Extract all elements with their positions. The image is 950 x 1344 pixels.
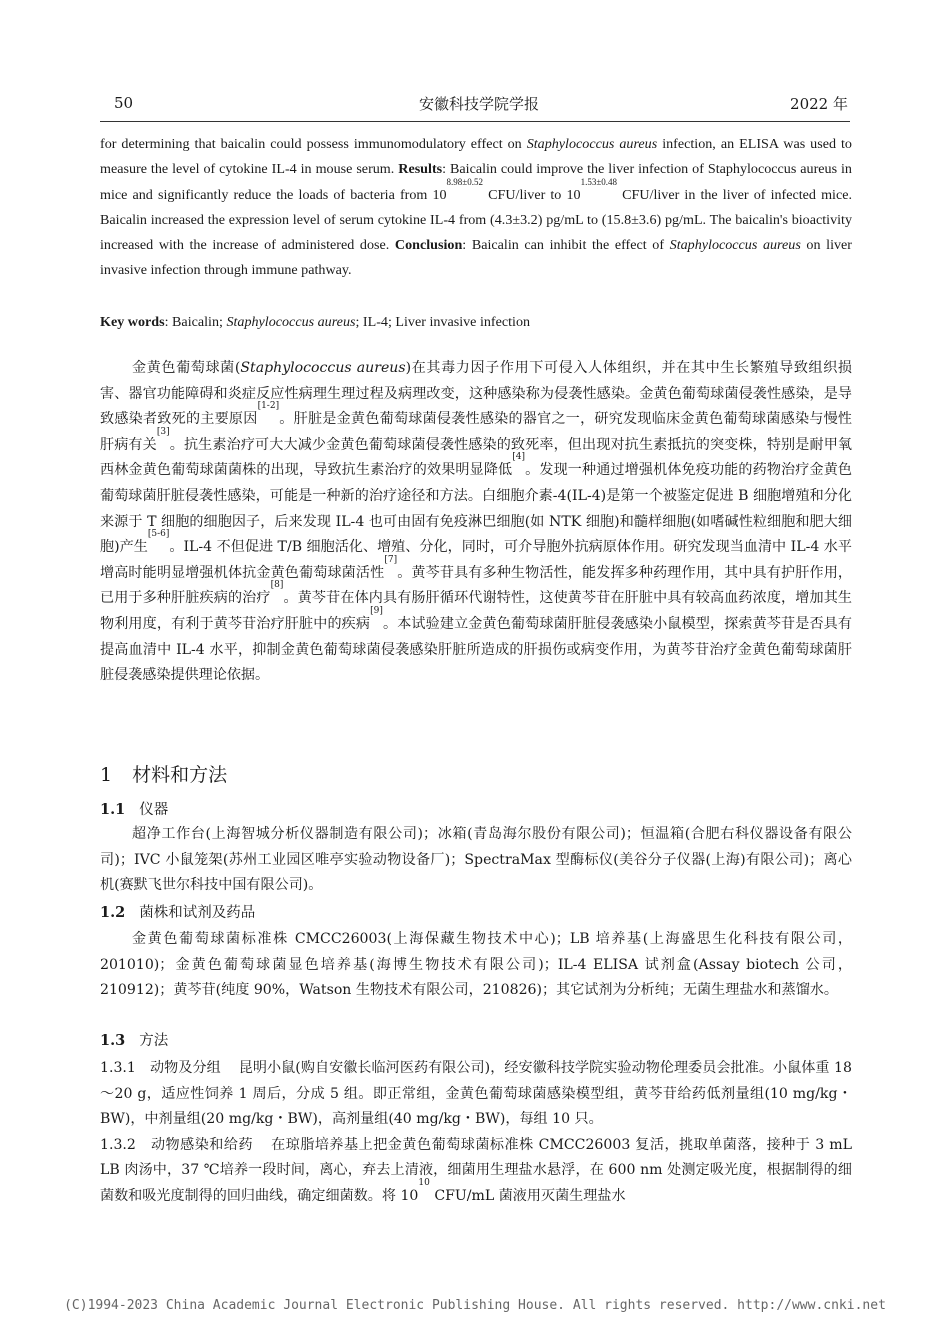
journal-year: 2022 年 [790, 95, 848, 113]
reagents-text: 金黄色葡萄球菌标准株 CMCC26003(上海保藏生物技术中心)；LB 培养基(上海盛思生化科技有限公司，201010)；金黄色葡萄球菌显色培养基(海博生物技术有限公司)；IL-4 ELISA 试剂盒(Assay biotech 公司，210912)；黄芩苷(纯度 90%，Watson 生物技术有限公司，210826)；其它试剂为分析纯；无菌生理盐水和蒸馏水。 [100, 931, 852, 999]
english-abstract [100, 132, 852, 284]
intro-text: )在其毒力因子作用下可侵入人体组织，并在其中生长繁殖导致组织损害、器官功能障碍和炎症反应性病理生理过程及病理改变，这种感染称为侵袭性感染。金黄色葡萄球菌侵袭性感染，是导致感染者致死的主要原因 [100, 360, 852, 428]
species-name: Staphylococcus aureus [526, 136, 658, 152]
instruments-paragraph [100, 822, 852, 899]
methods-paragraph [100, 1056, 852, 1133]
page-number: 50 [114, 94, 134, 112]
subsection-title: 仪器 [139, 802, 169, 818]
results-text: CFU/liver to 10 [483, 186, 581, 203]
subsection-heading [100, 799, 168, 821]
intro-text: 。抗生素治疗可大大减少金黄色葡萄球菌侵袭性感染的致死率，但出现对抗生素抵抗的突变株，特别是耐甲氧西林金黄色葡萄球菌菌株的出现，导致抗生素治疗的效果明显降低 [100, 436, 853, 479]
exponent: 8.98±0.52 [446, 176, 483, 187]
subsection-title: 菌株和试剂及药品 [139, 905, 256, 921]
intro-text: 。本试验建立金黄色葡萄球菌肝脏侵袭感染小鼠模型，探索黄芩苷是否具有提高血清中 IL-4 水平，抑制金黄色葡萄球菌侵袭感染肝脏所造成的肝损伤或病变作用，为黄芩苷治疗金黄色葡萄球菌肝脏侵袭感染提供理论依据。 [100, 615, 852, 684]
method-label: 1.3.2 动物感染和给药 [100, 1136, 254, 1153]
reagents-paragraph [100, 927, 852, 1004]
citation: [8] [270, 580, 284, 591]
exponent: 10 [418, 1177, 430, 1188]
intro-text: 。IL-4 不但促进 T/B 细胞活化、增殖、分化，同时，可介导胞外抗病原体作用。研究发现当血清中 IL-4 水平增高时能明显增强机体抗金黄色葡萄球菌活性 [100, 539, 853, 581]
method-label: 1.3.1 动物及分组 [100, 1060, 221, 1076]
subsection-title: 方法 [139, 1033, 169, 1049]
method-text: 在琼脂培养基上把金黄色葡萄球菌标准株 CMCC26003 复活，挑取单菌落，接种于 3 mL LB 肉汤中，37 ℃培养一段时间，离心，弃去上清液，细菌用生理盐水悬浮，在 600 nm 处测定吸光度，根据制得的细菌数和吸光度制得的回归曲线，确定细菌数。将 10 [100, 1136, 852, 1204]
subsection-heading [100, 1030, 168, 1052]
section-title: 材料和方法 [132, 764, 228, 786]
keywords [100, 310, 852, 334]
citation: [7] [384, 554, 398, 565]
introduction [100, 356, 852, 689]
intro-text: 。黄芩苷具有多种生物活性，能发挥多种药理作用，其中具有护肝作用，已用于多种肝脏疾病的治疗 [100, 564, 852, 607]
keywords-text: : Baicalin; [164, 314, 227, 330]
subsection-number: 1.3 [100, 1032, 126, 1049]
intro-paragraph [100, 356, 852, 689]
species-name: Staphylococcus aureus [669, 237, 801, 254]
citation: [4] [512, 452, 526, 463]
citation: [3] [156, 426, 170, 437]
method-text: CFU/mL 菌液用灭菌生理盐水 [429, 1187, 626, 1204]
instruments-text: 超净工作台(上海智城分析仪器制造有限公司)；冰箱(青岛海尔股份有限公司)；恒温箱(合肥右科仪器设备有限公司)；IVC 小鼠笼架(苏州工业园区唯亭实验动物设备厂)；SpectraMax 型酶标仪(美谷分子仪器(上海)有限公司)；离心机(赛默飞世尔科技中国有限公司)。 [100, 826, 852, 894]
conclusion-text: : Baicalin can inhibit the effect of [462, 237, 670, 254]
abstract-text: for determining that baicalin could possess immunomodulatory effect on [100, 136, 527, 152]
journal-title: 安徽科技学院学报 [418, 95, 539, 113]
results-text: CFU/liver in the liver of infected mice. Baicalin increased the expression level of serum cytokine IL-4 from (4.3±3.2) pg/mL to (15.8±3.6) pg/mL. The baicalin's bioactivity increased with the increase of administered dose. [100, 186, 853, 254]
header-rule [100, 121, 850, 122]
method-text: 昆明小鼠(购自安徽长临河医药有限公司)，经安徽科技学院实验动物伦理委员会批准。小鼠体重 18～20 g，适应性饲养 1 周后，分成 5 组。即正常组，金黄色葡萄球菌感染模型组，黄芩苷给药低剂量组(10 mg/kg・BW)，中剂量组(20 mg/kg・BW)，高剂量组(40 mg/kg・BW)，每组 10 只。 [100, 1060, 852, 1128]
species-name: Staphylococcus aureus [226, 314, 356, 330]
intro-text: 。发现一种通过增强机体免疫功能的药物治疗金黄色葡萄球菌肝脏侵袭性感染，可能是一种新的治疗途径和方法。白细胞介素-4(IL-4)是第一个被鉴定促进 B 细胞增殖和分化来源于 T 细胞的细胞因子，后来发现 IL-4 也可由固有免疫淋巴细胞(如 NTK 细胞)和髓样细胞(如嗜碱性粒细胞和肥大细胞)产生 [100, 462, 853, 556]
species-name: Staphylococcus aureus [240, 360, 406, 376]
subsection-heading [100, 902, 255, 924]
copyright-footer: (C)1994-2023 China Academic Journal Electronic Publishing House. All rights reserved. http://www.cnki.net [64, 1298, 886, 1313]
methods-paragraph [100, 1133, 852, 1210]
citation: [5-6] [147, 529, 170, 540]
citation: [1-2] [257, 401, 280, 412]
citation: [9] [370, 605, 383, 616]
conclusion-text: on liver invasive infection through immune pathway. [100, 237, 852, 279]
section-heading [100, 760, 227, 790]
subsection-number: 1.2 [100, 904, 126, 921]
abstract-text: infection, an ELISA was used to measure the level of cytokine IL-4 in mouse serum. [100, 136, 852, 178]
intro-text: 金黄色葡萄球菌( [132, 360, 241, 376]
abstract-paragraph [100, 132, 852, 284]
exponent: 1.53±0.48 [580, 176, 618, 187]
methods-section [100, 1056, 852, 1210]
section-number: 1 [100, 764, 113, 786]
subsection-number: 1.1 [100, 801, 126, 818]
results-label: Results [398, 161, 443, 178]
intro-text: 。肝脏是金黄色葡萄球菌侵袭性感染的器官之一，研究发现临床金黄色葡萄球菌感染与慢性肝病有关 [100, 411, 853, 453]
intro-text: 。黄芩苷在体内具有肠肝循环代谢特性，这使黄芩苷在肝脏中具有较高血药浓度，增加其生物利用度，有利于黄芩苷治疗肝脏中的疾病 [100, 590, 853, 632]
keywords-label: Key words [100, 314, 165, 330]
page-header [108, 88, 850, 118]
results-text: : Baicalin could improve the liver infection of Staphylococcus aureus in mice and significantly reduce the loads of bacteria from 10 [100, 161, 852, 203]
conclusion-label: Conclusion [394, 237, 463, 254]
keywords-text: ; IL-4; Liver invasive infection [355, 314, 531, 330]
